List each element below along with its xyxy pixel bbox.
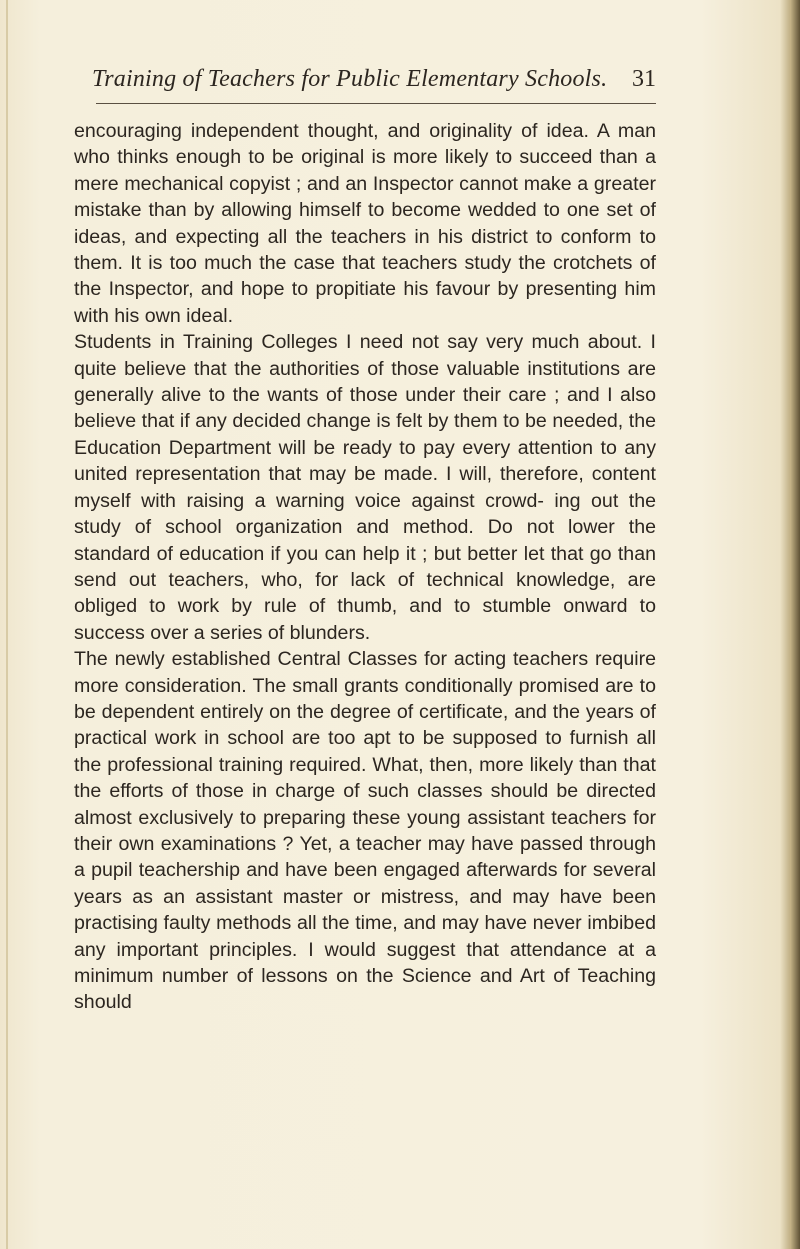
- paragraph-continued: encouraging independent thought, and originality of idea. A man who thinks enough to be original is more likely to succeed than a mere mechanical copyist ; and an Inspector cannot make a greater mistake than by allowing himself to become wedded to one set of ideas, and expecting all the teachers in his district to conform to them. It is too much the case that teachers study the crotchets of the Inspector, and hope to propitiate his favour by presenting him with his own ideal.: [74, 120, 656, 327]
- page-header: [92, 60, 656, 100]
- paragraph-training-colleges: Students in Training Colleges I need not say very much about. I quite believe that the authorities of those valuable institutions are generally alive to the wants of those under their care ; and I also believe that if any decided change is felt by them to be needed, the Education Department will be ready to pay every attention to any united representation that may be made. I will, therefore, content myself with raising a warning voice against crowd- ing out the study of school organization and method. Do not lower the standard of education if you can help it ; but better let that go than send out teachers, who, for lack of technical knowledge, are obliged to work by rule of thumb, and to stumble onward to success over a series of blunders.: [74, 331, 656, 644]
- page-left-edge: [6, 0, 8, 1249]
- header-rule: [96, 103, 656, 104]
- page-binding-edge: [790, 0, 800, 1249]
- running-head: Training of Teachers for Public Elementary Schools.: [92, 66, 608, 92]
- page-number: 31: [632, 66, 656, 92]
- paragraph-central-classes: The newly established Central Classes for acting teachers require more consideration. The small grants conditionally promised are to be dependent entirely on the degree of certificate, and the years of practical work in school are too apt to be supposed to furnish all the professional training required. What, then, more likely than that the efforts of those in charge of such classes should be directed almost exclusively to preparing these young assistant teachers for their own examinations ? Yet, a teacher may have passed through a pupil teachership and have been engaged afterwards for several years as an assistant master or mistress, and may have been practising faulty methods all the time, and may have never imbibed any important principles. I would suggest that attendance at a minimum number of lessons on the Science and Art of Teaching should: [74, 648, 656, 1014]
- body-text: [74, 118, 656, 1016]
